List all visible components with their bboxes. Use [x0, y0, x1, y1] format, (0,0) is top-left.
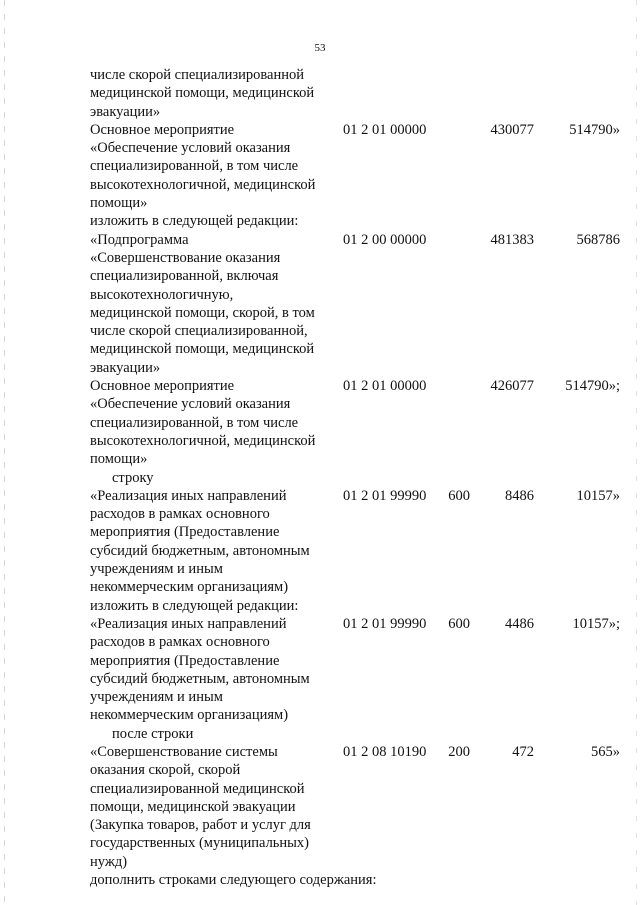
amount-1: 430077	[490, 121, 534, 138]
document-body	[90, 66, 620, 889]
row-name-line: высокотехнологичной, медицинской	[90, 176, 316, 193]
row-name-line: медицинской помощи, медицинской	[90, 341, 315, 358]
row-name-line: мероприятия (Предоставление	[90, 524, 280, 541]
row-name	[90, 377, 340, 468]
row-name-line: помощи»	[90, 195, 148, 212]
row-name-line: помощи»	[90, 451, 148, 468]
row-name-line: эвакуации»	[90, 359, 161, 376]
expense-type: 600	[448, 487, 470, 504]
row-name	[90, 121, 340, 212]
budget-code: 01 2 08 10190	[343, 743, 427, 760]
amount-2	[534, 66, 620, 121]
row-name-line: «Подпрограмма	[90, 231, 189, 248]
expense-type	[435, 231, 470, 377]
row-name	[90, 231, 340, 377]
amount-2: 514790»	[569, 121, 620, 138]
scan-edge-left	[4, 0, 5, 905]
row-name-line: субсидий бюджетным, автономным	[90, 670, 310, 687]
row-name-line: оказания скорой, скорой	[90, 762, 241, 779]
row-name	[90, 615, 340, 725]
row-name-line: некоммерческим организациям)	[90, 579, 289, 596]
row-name-line: «Реализация иных направлений	[90, 615, 287, 632]
row-name-line: медицинской помощи, медицинской	[90, 85, 315, 102]
row-name-line: учреждениям и иным	[90, 689, 223, 706]
expense-type	[435, 377, 470, 468]
instruction-text: изложить в следующей редакции:	[90, 597, 299, 614]
instruction-text: строку	[112, 469, 154, 486]
row-name-line: нужд)	[90, 853, 128, 870]
row-name	[90, 66, 340, 121]
row-name-line: медицинской помощи, скорой, в том	[90, 304, 315, 321]
table-row	[90, 615, 620, 725]
row-name	[90, 743, 340, 871]
table-row	[90, 231, 620, 377]
instruction-text: после строки	[112, 725, 194, 742]
table-row	[90, 487, 620, 597]
budget-code: 01 2 01 00000	[343, 378, 427, 395]
amount-1: 472	[512, 743, 534, 760]
amount-1	[470, 66, 534, 121]
row-name-line: (Закупка товаров, работ и услуг для	[90, 817, 311, 834]
instruction-text: дополнить строками следующего содержания:	[90, 872, 377, 889]
row-name-line: расходов в рамках основного	[90, 506, 270, 523]
amount-2: 568786	[576, 231, 620, 248]
row-name-line: помощи, медицинской эвакуации	[90, 798, 296, 815]
row-name-line: субсидий бюджетным, автономным	[90, 542, 310, 559]
amount-2: 565»	[591, 743, 620, 760]
expense-type	[435, 66, 470, 121]
row-name-line: Основное мероприятие	[90, 378, 235, 395]
row-name-line: высокотехнологичной, медицинской	[90, 432, 316, 449]
row-name-line: государственных (муниципальных)	[90, 835, 309, 852]
row-name-line: Основное мероприятие	[90, 121, 235, 138]
table-row	[90, 377, 620, 468]
budget-code: 01 2 00 00000	[343, 231, 427, 248]
row-name-line: учреждениям и иным	[90, 561, 223, 578]
row-name-line: «Совершенствование системы	[90, 743, 278, 760]
row-name-line: эвакуации»	[90, 103, 161, 120]
row-name-line: расходов в рамках основного	[90, 634, 270, 651]
row-name-line: мероприятия (Предоставление	[90, 652, 280, 669]
table-row	[90, 743, 620, 871]
budget-code: 01 2 01 99990	[343, 487, 427, 504]
amount-2: 10157»;	[572, 615, 620, 632]
row-name-line: специализированной, в том числе	[90, 414, 299, 431]
row-name-line: числе скорой специализированной	[90, 67, 304, 83]
instruction-text: изложить в следующей редакции:	[90, 213, 299, 230]
amount-2: 514790»;	[565, 378, 620, 395]
row-name	[90, 487, 340, 597]
amount-2: 10157»	[576, 487, 620, 504]
budget-code	[343, 66, 435, 121]
scan-edge-right	[636, 0, 637, 905]
budget-code: 01 2 01 00000	[343, 121, 427, 138]
amount-1: 481383	[490, 231, 534, 248]
amount-1: 8486	[505, 487, 534, 504]
table-row	[90, 121, 620, 212]
amount-1: 426077	[490, 378, 534, 395]
row-name-line: числе скорой специализированной,	[90, 323, 308, 340]
expense-type: 200	[448, 743, 470, 760]
row-name-line: «Обеспечение условий оказания	[90, 140, 291, 157]
row-name-line: специализированной, в том числе	[90, 158, 299, 175]
row-name-line: специализированной, включая	[90, 268, 279, 285]
table-row	[90, 66, 620, 121]
row-name-line: специализированной медицинской	[90, 780, 305, 797]
row-name-line: «Реализация иных направлений	[90, 487, 287, 504]
page-number: 53	[314, 42, 326, 54]
row-name-line: некоммерческим организациям)	[90, 707, 289, 724]
row-name-line: «Совершенствование оказания	[90, 249, 281, 266]
expense-type	[435, 121, 470, 212]
row-name-line: высокотехнологичную,	[90, 286, 234, 303]
amount-1: 4486	[505, 615, 534, 632]
budget-code: 01 2 01 99990	[343, 615, 427, 632]
row-name-line: «Обеспечение условий оказания	[90, 396, 291, 413]
expense-type: 600	[448, 615, 470, 632]
